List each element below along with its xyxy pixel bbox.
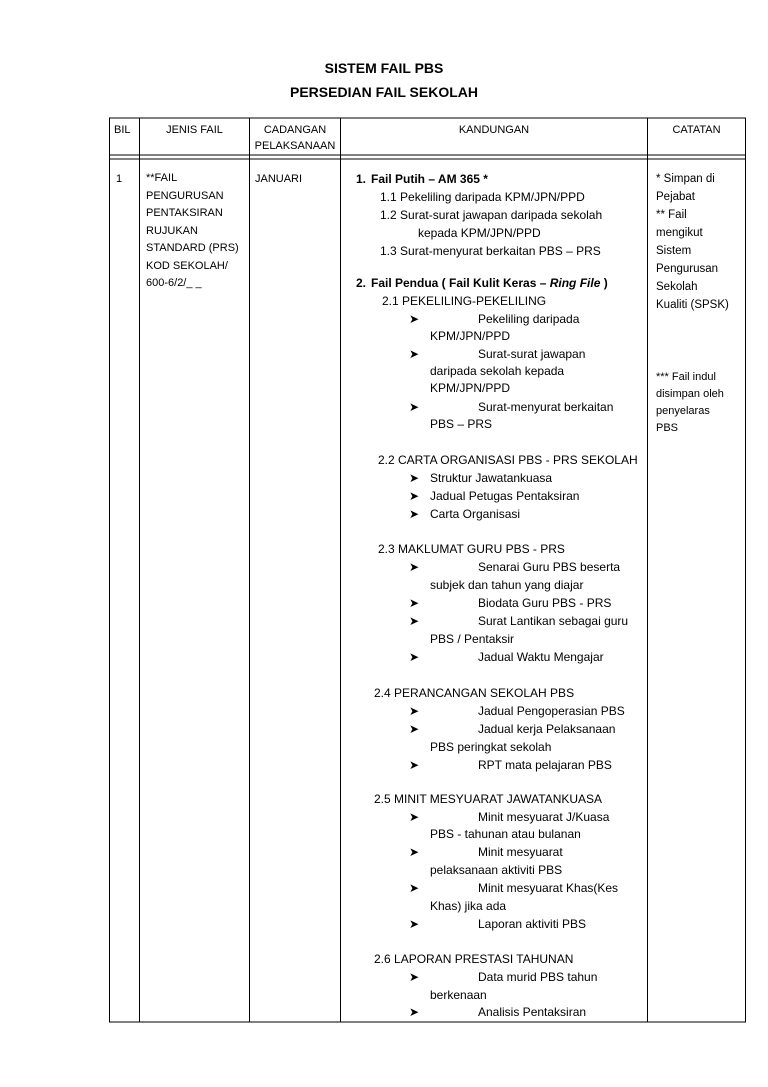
- item-2-5-a: Minit mesyuarat J/Kuasa: [478, 810, 610, 824]
- item-2-3-c: Surat Lantikan sebagai guru: [478, 614, 629, 628]
- item-2-5-c-cont: Khas) jika ada: [430, 899, 507, 913]
- item-2-5-d: Laporan aktiviti PBS: [478, 917, 587, 931]
- arrow-bullet-icon: ➤: [409, 810, 420, 824]
- arrow-bullet-icon: ➤: [409, 1005, 420, 1019]
- catatan-line: Sistem: [656, 245, 692, 257]
- catatan-line: * Simpan di: [656, 173, 715, 185]
- item-2-1-a: Pekeliling daripada: [478, 312, 580, 326]
- item-1-3: 1.3 Surat-menyurat berkaitan PBS – PRS: [380, 244, 601, 258]
- section-2-title-a: Fail Pendua ( Fail Kulit Keras –: [371, 276, 550, 290]
- cadangan-cell: JANUARI: [255, 173, 303, 185]
- item-2-5: 2.5 MINIT MESYUARAT JAWATANKUASA: [374, 792, 603, 806]
- catatan-note-line: disimpan oleh: [656, 388, 724, 400]
- item-2-4: 2.4 PERANCANGAN SEKOLAH PBS: [374, 686, 575, 700]
- item-2-1: 2.1 PEKELILING-PEKELILING: [382, 294, 547, 308]
- item-2-3-b: Biodata Guru PBS - PRS: [478, 596, 612, 610]
- jenis-fail-line: PENTAKSIRAN: [146, 207, 223, 219]
- item-2-1-b: Surat-surat jawapan: [478, 347, 586, 361]
- section-1-number: 1.: [356, 172, 367, 186]
- jenis-fail-line: **FAIL: [146, 172, 178, 184]
- row-bil: 1: [116, 173, 123, 185]
- header-jenis-fail: JENIS FAIL: [166, 124, 223, 136]
- item-2-1-a-cont: KPM/JPN/PPD: [430, 329, 511, 343]
- item-2-1-b-cont: daripada sekolah kepada: [430, 364, 565, 378]
- item-2-5-a-cont: PBS - tahunan atau bulanan: [430, 827, 581, 841]
- arrow-bullet-icon: ➤: [409, 881, 420, 895]
- catatan-line: Sekolah: [656, 281, 698, 293]
- arrow-bullet-icon: ➤: [409, 758, 420, 772]
- item-2-6-a-cont: berkenaan: [430, 988, 487, 1002]
- item-2-3-a-cont: subjek dan tahun yang diajar: [430, 578, 584, 592]
- header-pelaksanaan: PELAKSANAAN: [254, 140, 336, 152]
- catatan-note-line: PBS: [656, 422, 679, 434]
- item-1-2: 1.2 Surat-surat jawapan daripada sekolah: [380, 208, 603, 222]
- arrow-bullet-icon: ➤: [409, 471, 420, 485]
- jenis-fail-line: PENGURUSAN: [146, 189, 224, 202]
- catatan-line: mengikut: [656, 227, 703, 239]
- item-2-3-c-cont: PBS / Pentaksir: [430, 632, 515, 646]
- section-1-title: Fail Putih – AM 365 *: [371, 172, 488, 186]
- header-catatan: CATATAN: [672, 124, 721, 136]
- catatan-line: ** Fail: [656, 209, 687, 221]
- header-cadangan: CADANGAN: [263, 124, 327, 136]
- item-2-1-c: Surat-menyurat berkaitan: [478, 400, 614, 414]
- item-2-1-b-cont: KPM/JPN/PPD: [430, 381, 511, 395]
- page-subtitle: PERSEDIAN FAIL SEKOLAH: [290, 84, 478, 100]
- item-2-2-c: Carta Organisasi: [430, 507, 521, 521]
- catatan-line: Kualiti (SPSK): [656, 299, 729, 311]
- item-1-1: 1.1 Pekeliling daripada KPM/JPN/PPD: [380, 190, 585, 204]
- item-2-3-d: Jadual Waktu Mengajar: [478, 650, 604, 664]
- item-1-2-cont: kepada KPM/JPN/PPD: [418, 226, 541, 240]
- arrow-bullet-icon: ➤: [409, 560, 420, 574]
- item-2-4-c: RPT mata pelajaran PBS: [478, 758, 612, 772]
- arrow-bullet-icon: ➤: [409, 917, 420, 931]
- arrow-bullet-icon: ➤: [409, 596, 420, 610]
- section-2-title-c: ): [600, 276, 608, 290]
- arrow-bullet-icon: ➤: [409, 614, 420, 628]
- item-2-4-b-cont: PBS peringkat sekolah: [430, 740, 552, 754]
- item-2-5-c: Minit mesyuarat Khas(Kes: [478, 881, 619, 895]
- item-2-5-b: Minit mesyuarat: [478, 845, 563, 859]
- jenis-fail-cell: [146, 170, 239, 293]
- item-2-1-c-cont: PBS – PRS: [430, 417, 493, 431]
- item-2-4-b: Jadual kerja Pelaksanaan: [478, 722, 616, 736]
- arrow-bullet-icon: ➤: [409, 489, 420, 503]
- jenis-fail-line: 600-6/2/_ _: [146, 277, 202, 289]
- catatan-line: Pengurusan: [656, 263, 719, 275]
- arrow-bullet-icon: ➤: [409, 507, 420, 521]
- item-2-6-a: Data murid PBS tahun: [478, 970, 598, 984]
- item-2-4-a: Jadual Pengoperasian PBS: [478, 704, 625, 718]
- jenis-fail-line: RUJUKAN: [146, 224, 198, 237]
- arrow-bullet-icon: ➤: [409, 347, 420, 361]
- section-2-number: 2.: [356, 276, 367, 290]
- item-2-3: 2.3 MAKLUMAT GURU PBS - PRS: [378, 542, 565, 556]
- header-bil: BIL: [114, 124, 131, 136]
- arrow-bullet-icon: ➤: [409, 704, 420, 718]
- item-2-2: 2.2 CARTA ORGANISASI PBS - PRS SEKOLAH: [378, 453, 638, 467]
- header-kandungan: KANDUNGAN: [458, 124, 530, 136]
- catatan-cell: [656, 170, 729, 314]
- jenis-fail-line: KOD SEKOLAH/: [146, 259, 228, 272]
- item-2-6: 2.6 LAPORAN PRESTASI TAHUNAN: [374, 952, 574, 966]
- section-2-title: [371, 274, 608, 292]
- catatan-note-line: *** Fail indul: [656, 371, 716, 383]
- arrow-bullet-icon: ➤: [409, 650, 420, 664]
- item-2-2-a: Struktur Jawatankuasa: [430, 471, 553, 485]
- arrow-bullet-icon: ➤: [409, 845, 420, 859]
- page-title: SISTEM FAIL PBS: [324, 60, 444, 76]
- arrow-bullet-icon: ➤: [409, 970, 420, 984]
- jenis-fail-line: STANDARD (PRS): [146, 242, 239, 254]
- item-2-6-b: Analisis Pentaksiran: [478, 1005, 587, 1019]
- section-2-title-ring-file: Ring File: [549, 276, 601, 290]
- arrow-bullet-icon: ➤: [409, 722, 420, 736]
- item-2-2-b: Jadual Petugas Pentaksiran: [430, 489, 580, 503]
- catatan-note-cell: [656, 369, 724, 437]
- arrow-bullet-icon: ➤: [409, 312, 420, 326]
- arrow-bullet-icon: ➤: [409, 400, 420, 414]
- catatan-note-line: penyelaras: [656, 405, 710, 417]
- item-2-5-b-cont: pelaksanaan aktiviti PBS: [430, 863, 563, 877]
- catatan-line: Pejabat: [656, 191, 696, 203]
- item-2-3-a: Senarai Guru PBS beserta: [478, 560, 621, 574]
